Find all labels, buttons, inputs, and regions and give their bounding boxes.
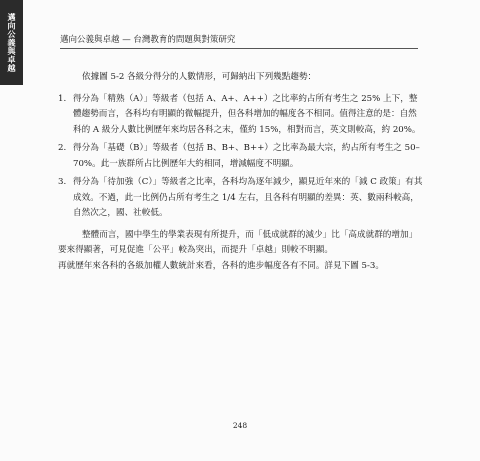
list-item-number: 2. bbox=[58, 143, 67, 153]
page-number: 248 bbox=[232, 421, 248, 430]
list-item-text: 得分為「待加強（C）」等級者之比率，各科均為逐年減少，顯見近年來的「減 C 政策」有其成效。不過，此一比例仍占所有考生之 1/4 左右，且各科有明顯的差異：英、數兩科較高，自然次之，國、社較低。 bbox=[73, 177, 423, 218]
list-item bbox=[58, 92, 423, 139]
trend-list bbox=[58, 92, 423, 222]
list-item-number: 1. bbox=[58, 93, 67, 104]
list-item-text: 得分為「基礎（B）」等級者（包括 B、B+、B++）之比率為最大宗，約占所有考生之 50–70%。此一族群所占比例歷年大約相同，增減幅度不明顯。 bbox=[73, 143, 420, 169]
list-item bbox=[58, 175, 423, 222]
summary-paragraph: 整體而言，國中學生的學業表現有所提升，而「低成就群的減少」比「高成就群的增加」要來得顯著，可見促進「公平」較為突出，而提升「卓越」則較不明顯。 bbox=[58, 229, 418, 255]
list-item-text: 得分為「精熟（A）」等級者（包括 A、A+、A++）之比率約占所有考生之 25% 上下，整體趨勢而言，各科均有明顯的微幅提升，但各科增加的幅度各不相同。值得注意的是：自然科的 A 級分人數比例歷年來均居各科之末，僅約 15%，相對而言，英文則較高，約 20%。 bbox=[73, 93, 421, 135]
figure-reference-paragraph: 再就歷年來各科的各級加權人數統計來看，各科的進步幅度各有不同。詳見下圖 5-3。 bbox=[58, 260, 384, 271]
body-text bbox=[58, 70, 423, 274]
chapter-side-tab: 邁向公義與卓越 bbox=[0, 0, 23, 85]
list-item-number: 3. bbox=[58, 177, 67, 187]
running-header: 邁向公義與卓越 — 台灣教育的問題與對策研究 bbox=[60, 33, 418, 49]
list-item bbox=[58, 141, 423, 172]
intro-paragraph: 依據圖 5-2 各級分得分的人數情形，可歸納出下列幾點趨勢： bbox=[82, 72, 317, 82]
